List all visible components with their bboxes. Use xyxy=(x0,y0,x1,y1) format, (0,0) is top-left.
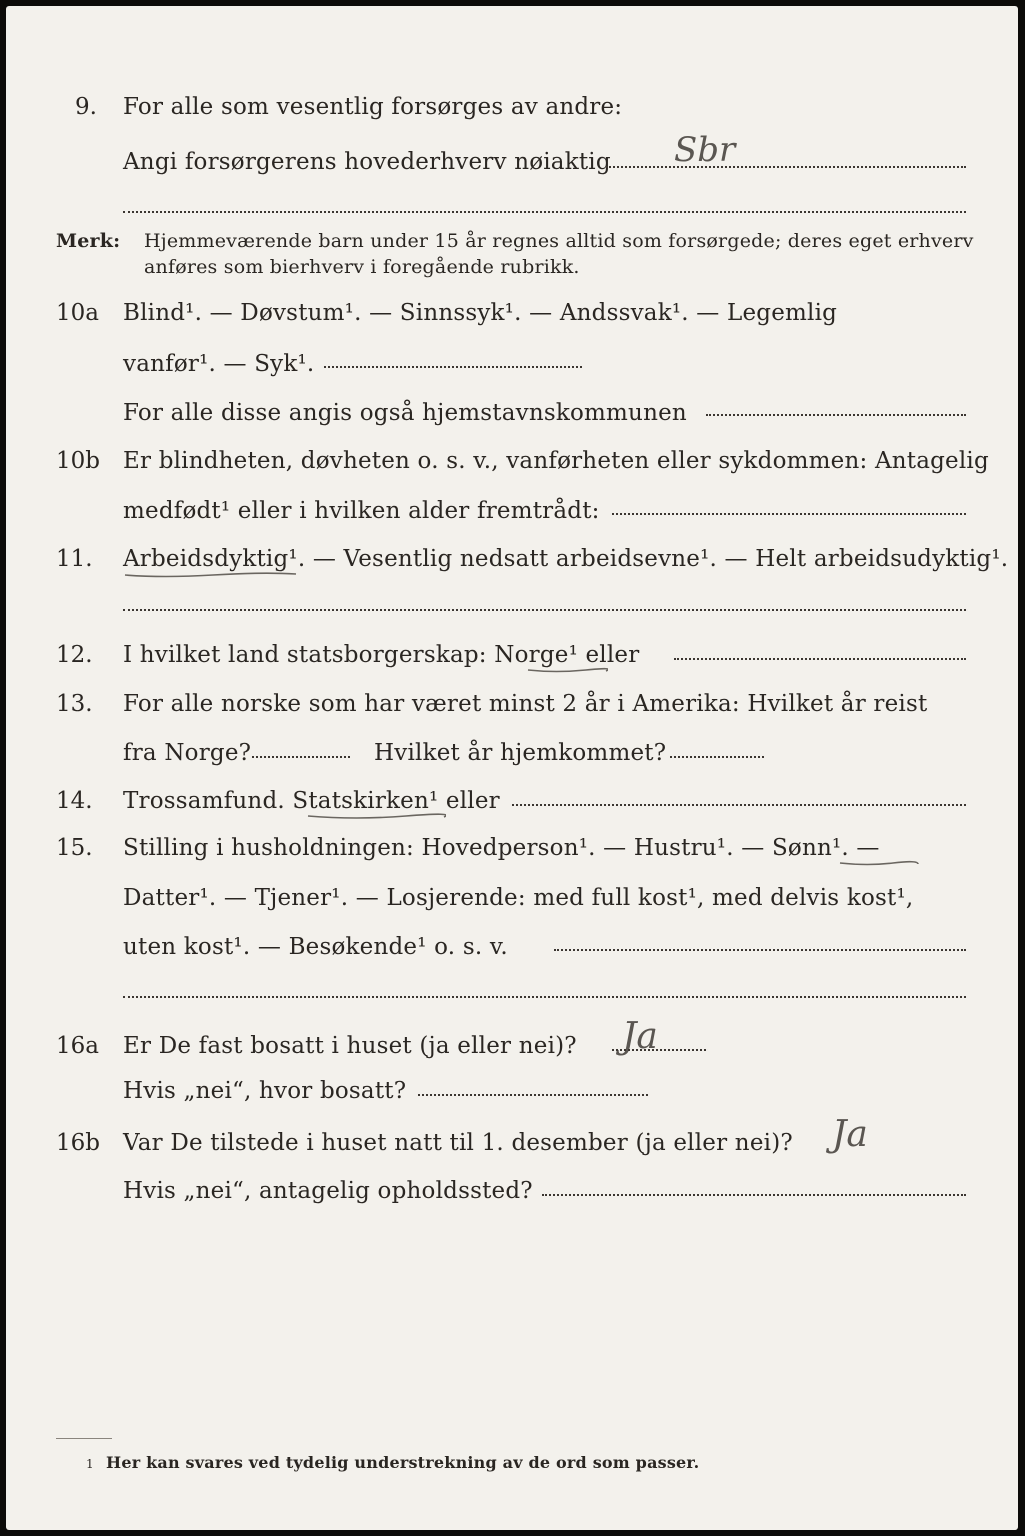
q16a-answer-line xyxy=(612,1049,706,1051)
q16a-line-1: Er De fast bosatt i huset (ja eller nei)? xyxy=(123,1033,577,1059)
q9-line-2: Angi forsørgerens hovederhverv nøiaktig xyxy=(123,149,611,175)
footnote-mark: 1 xyxy=(86,1457,94,1471)
q13-line-2b: Hvilket år hjemkommet? xyxy=(374,740,667,766)
q13-line-2a: fra Norge? xyxy=(123,740,252,766)
q11-underline-mark xyxy=(123,570,298,580)
q12-number: 12. xyxy=(56,642,93,668)
q10a-kommune-line xyxy=(706,414,966,416)
q16a-residence-line xyxy=(418,1094,648,1096)
q15-number: 15. xyxy=(56,835,93,861)
q16b-number: 16b xyxy=(56,1130,100,1156)
q9-number: 9. xyxy=(75,94,97,120)
census-form-page xyxy=(6,6,1018,1530)
q15-answer-line xyxy=(554,949,966,951)
q10a-number: 10a xyxy=(56,300,99,326)
q14-answer-line xyxy=(512,804,966,806)
q9-extra-line xyxy=(123,211,966,213)
q16b-line-1: Var De tilstede i huset natt til 1. desember (ja eller nei)? xyxy=(123,1130,793,1156)
q10b-answer-line xyxy=(612,513,966,515)
q15-extra-line xyxy=(123,996,966,998)
q13-departure-line xyxy=(252,756,350,758)
q14-number: 14. xyxy=(56,788,93,814)
q9-handwritten-answer: Sbr xyxy=(674,130,736,170)
q9-line-1: For alle som vesentlig forsørges av andre: xyxy=(123,94,623,120)
footnote-rule xyxy=(56,1438,112,1439)
q16b-handwritten-answer: Ja xyxy=(832,1114,868,1155)
q9-answer-line xyxy=(606,166,966,168)
q15-line-2: Datter¹. — Tjener¹. — Losjerende: med full kost¹, med delvis kost¹, xyxy=(123,885,914,911)
merk-label: Merk: xyxy=(56,230,121,252)
q10a-line-2: vanfør¹. — Syk¹. xyxy=(123,351,315,377)
footnote-text: Her kan svares ved tydelig understrekning av de ord som passer. xyxy=(106,1453,700,1472)
q13-number: 13. xyxy=(56,691,93,717)
q16b-residence-line xyxy=(542,1194,966,1196)
q10a-line-3: For alle disse angis også hjemstavnskommunen xyxy=(123,400,687,426)
q14-line-1: Trossamfund. Statskirken¹ eller xyxy=(123,788,500,814)
q13-line-1: For alle norske som har været minst 2 år i Amerika: Hvilket år reist xyxy=(123,691,928,717)
q10b-line-2: medfødt¹ eller i hvilken alder fremtrådt: xyxy=(123,498,600,524)
q13-return-line xyxy=(670,756,764,758)
q15-underline-mark xyxy=(838,859,920,869)
q11-extra-line xyxy=(123,609,966,611)
q15-line-3: uten kost¹. — Besøkende¹ o. s. v. xyxy=(123,934,508,960)
q10a-line-1: Blind¹. — Døvstum¹. — Sinnssyk¹. — Andssvak¹. — Legemlig xyxy=(123,300,838,326)
q16a-line-2: Hvis „nei“, hvor bosatt? xyxy=(123,1078,407,1104)
q11-line-1: Arbeidsdyktig¹. — Vesentlig nedsatt arbeidsevne¹. — Helt arbeidsudyktig¹. xyxy=(123,546,1009,572)
q16a-number: 16a xyxy=(56,1033,99,1059)
q10a-syk-line xyxy=(324,366,582,368)
q16a-handwritten-answer: Ja xyxy=(622,1016,658,1057)
q11-number: 11. xyxy=(56,546,93,572)
q10b-line-1: Er blindheten, døvheten o. s. v., vanførheten eller sykdommen: Antagelig xyxy=(123,448,989,474)
merk-line-2: anføres som bierhverv i foregående rubrikk. xyxy=(144,256,580,278)
q12-line-1: I hvilket land statsborgerskap: Norge¹ eller xyxy=(123,642,640,668)
q14-underline-mark xyxy=(306,812,446,822)
q10b-number: 10b xyxy=(56,448,100,474)
q16b-line-2: Hvis „nei“, antagelig opholdssted? xyxy=(123,1178,533,1204)
merk-line-1: Hjemmeværende barn under 15 år regnes alltid som forsørgede; deres eget erhverv xyxy=(144,230,974,252)
q15-line-1: Stilling i husholdningen: Hovedperson¹. — Hustru¹. — Sønn¹. — xyxy=(123,835,880,861)
q12-answer-line xyxy=(674,658,966,660)
q12-underline-mark xyxy=(526,666,608,676)
